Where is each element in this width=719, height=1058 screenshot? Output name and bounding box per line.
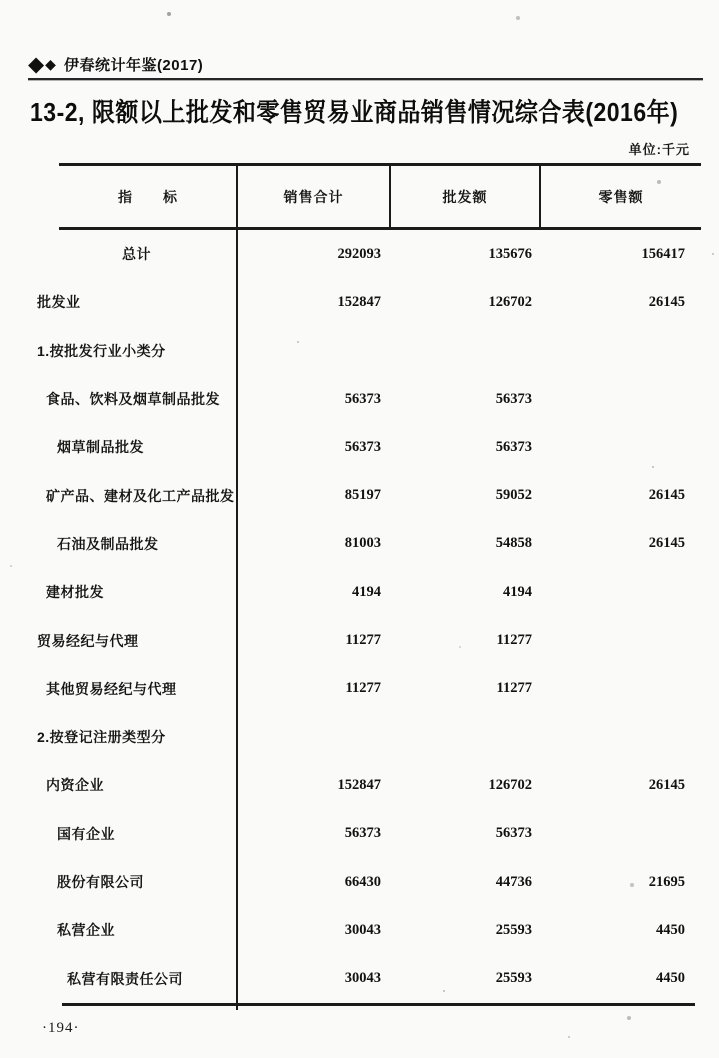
brand-underline-divider <box>28 78 703 80</box>
cell-retail: 4450 <box>656 921 685 938</box>
cell-sales-total: 152847 <box>337 293 381 310</box>
table-row <box>0 327 719 375</box>
table-row <box>0 520 719 568</box>
row-label: 其他贸易经纪与代理 <box>46 680 177 697</box>
row-label: 股份有限公司 <box>57 874 144 890</box>
scan-noise-specks <box>0 0 2 2</box>
column-header-sales-total: 销售合计 <box>283 188 344 205</box>
table-row <box>0 568 719 616</box>
cell-sales-total: 292093 <box>337 245 381 262</box>
row-label: 烟草制品批发 <box>57 439 144 456</box>
cell-sales-total: 4194 <box>352 583 381 600</box>
table-body <box>0 230 719 1003</box>
cell-wholesale: 54858 <box>495 535 532 552</box>
table-row <box>0 278 719 326</box>
cell-retail: 26145 <box>648 535 685 552</box>
cell-retail: 26145 <box>648 293 685 310</box>
cell-sales-total: 11277 <box>345 632 381 649</box>
row-label: 内资企业 <box>46 777 104 794</box>
cell-sales-total: 56373 <box>344 438 381 455</box>
row-label: 国有企业 <box>57 825 115 842</box>
yearbook-brand-label: 伊春统计年鉴(2017) <box>63 56 204 74</box>
table-row <box>0 761 719 809</box>
cell-wholesale: 56373 <box>495 438 532 455</box>
cell-sales-total: 66430 <box>344 873 381 890</box>
cell-wholesale: 56373 <box>495 825 532 842</box>
row-label: 建材批发 <box>46 584 104 601</box>
table-row <box>0 423 719 471</box>
cell-wholesale: 4194 <box>503 583 532 600</box>
cell-wholesale: 25593 <box>495 921 532 938</box>
cell-wholesale: 126702 <box>488 776 532 793</box>
table-row <box>0 471 719 519</box>
cell-retail: 26145 <box>648 487 685 504</box>
row-label: 总计 <box>122 246 151 263</box>
table-row <box>0 616 719 664</box>
cell-wholesale: 126702 <box>488 293 532 310</box>
cell-sales-total: 81003 <box>344 535 381 552</box>
diamond-large-icon: ◆ <box>28 52 45 76</box>
row-label: 矿产品、建材及化工产品批发 <box>46 487 235 504</box>
unit-label: 单位:千元 <box>628 142 690 157</box>
page-title: 13-2, 限额以上批发和零售贸易业商品销售情况综合表(2016年) <box>30 97 679 127</box>
table-row <box>0 375 719 423</box>
cell-sales-total: 30043 <box>344 970 381 987</box>
cell-wholesale: 44736 <box>495 873 532 890</box>
row-label: 石油及制品批发 <box>57 535 159 552</box>
row-label: 私营企业 <box>57 922 115 939</box>
table-row <box>0 906 719 954</box>
cell-sales-total: 85197 <box>344 487 381 504</box>
row-label: 私营有限责任公司 <box>67 970 183 987</box>
cell-wholesale: 11277 <box>496 632 532 649</box>
column-header-retail: 零售额 <box>598 188 644 205</box>
table-border-bottom <box>62 1003 695 1006</box>
row-label: 贸易经纪与代理 <box>37 632 139 649</box>
cell-wholesale: 56373 <box>495 390 532 407</box>
column-header-indicator: 指 标 <box>118 188 178 205</box>
cell-wholesale: 135676 <box>488 245 532 262</box>
table-row <box>0 713 719 761</box>
cell-sales-total: 56373 <box>344 825 381 842</box>
column-header-wholesale: 批发额 <box>442 188 488 205</box>
cell-retail: 4450 <box>656 970 685 987</box>
row-label: 批发业 <box>37 294 81 311</box>
table-row <box>0 810 719 858</box>
cell-wholesale: 11277 <box>496 680 532 697</box>
table-row <box>0 665 719 713</box>
table-row <box>0 230 719 278</box>
row-label: 食品、饮料及烟草制品批发 <box>46 391 220 408</box>
cell-sales-total: 56373 <box>344 390 381 407</box>
row-label: 2.按登记注册类型分 <box>37 729 166 746</box>
cell-wholesale: 25593 <box>495 970 532 987</box>
diamond-small-icon: ◆ <box>45 56 56 72</box>
cell-sales-total: 30043 <box>344 921 381 938</box>
table-row <box>0 954 719 1002</box>
cell-retail: 156417 <box>641 245 685 262</box>
row-label: 1.按批发行业小类分 <box>37 342 166 359</box>
page-number: ·194· <box>42 1020 80 1036</box>
cell-wholesale: 59052 <box>495 487 532 504</box>
cell-sales-total: 152847 <box>337 776 381 793</box>
yearbook-brand <box>28 51 203 77</box>
table-row <box>0 858 719 906</box>
cell-retail: 21695 <box>648 873 685 890</box>
cell-sales-total: 11277 <box>345 680 381 697</box>
cell-retail: 26145 <box>648 776 685 793</box>
